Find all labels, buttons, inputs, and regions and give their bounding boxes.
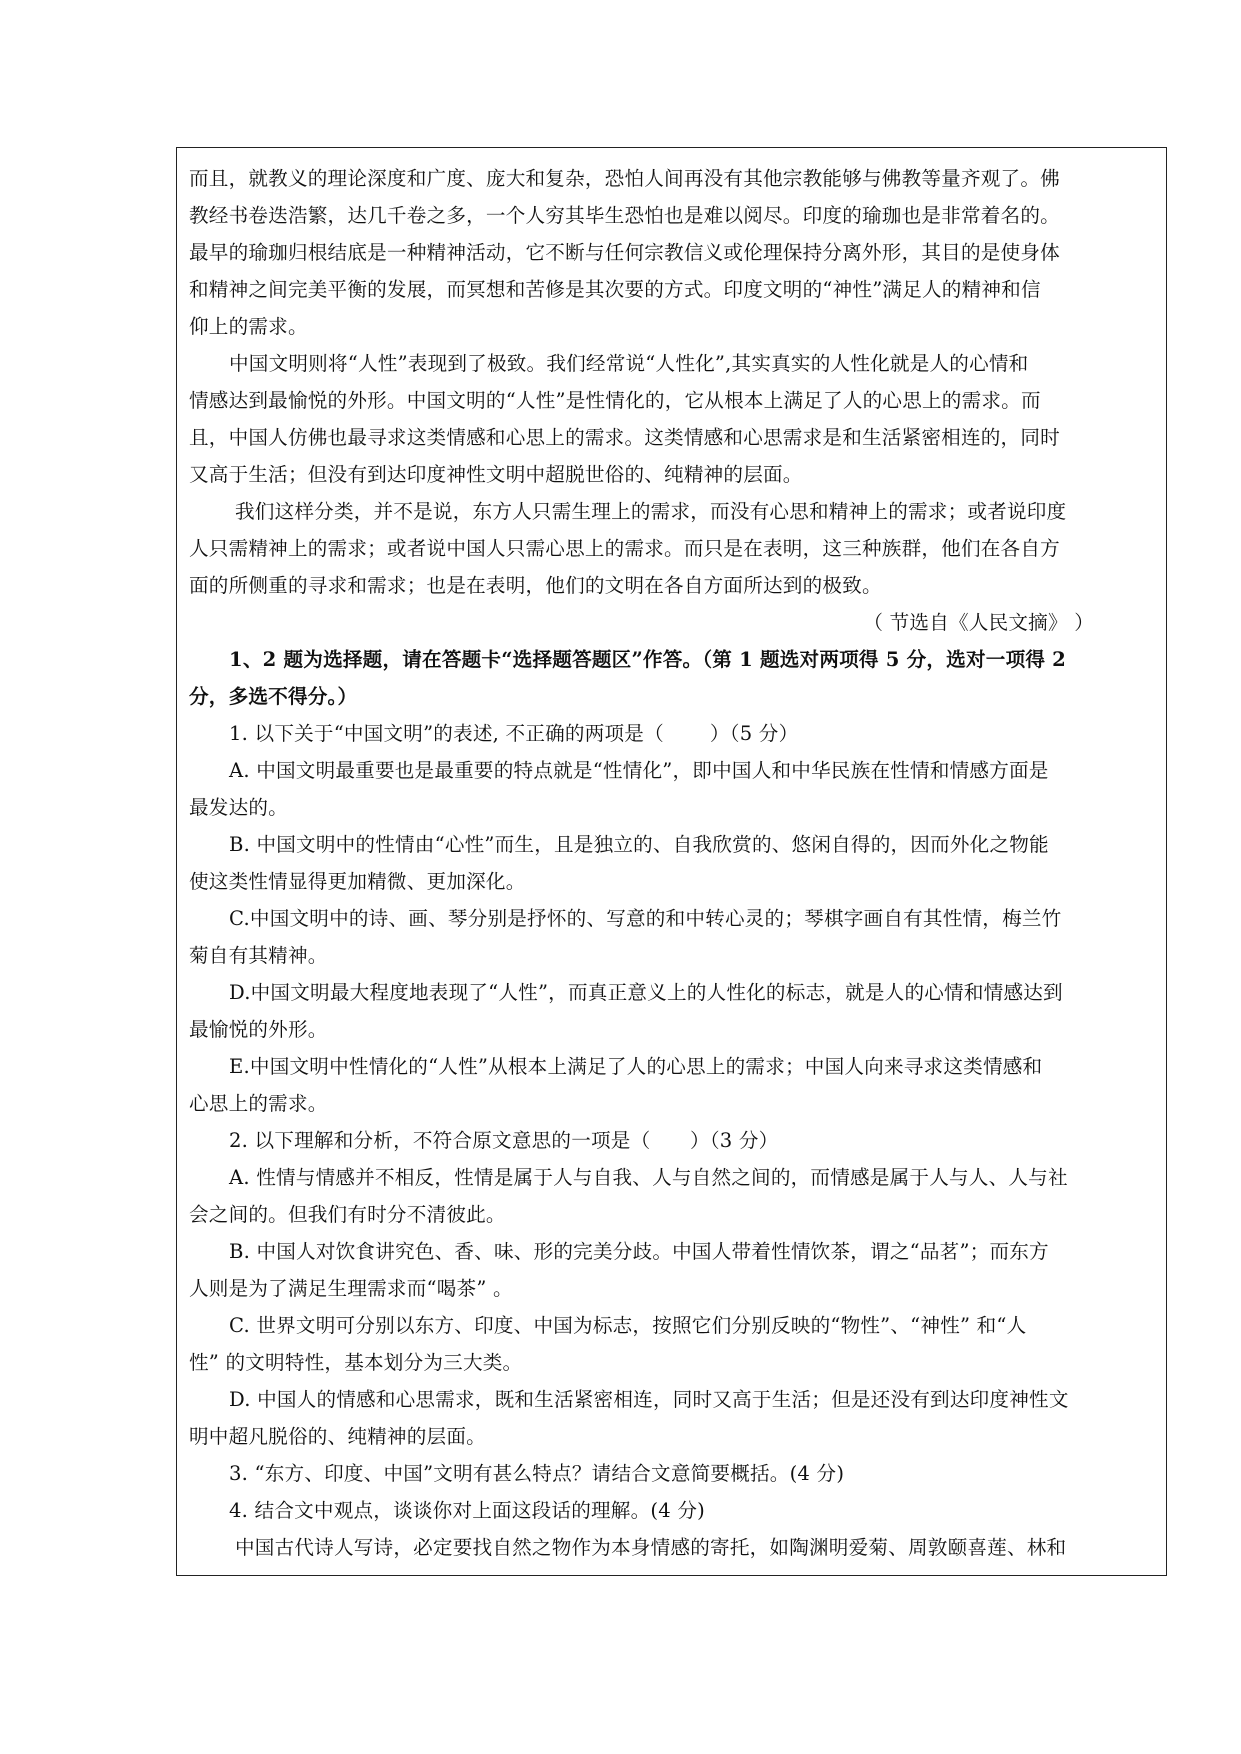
option-b	[189, 1233, 1154, 1307]
text-line: 仰上的需求。	[189, 315, 308, 338]
question-stem: 2. 以下理解和分析，不符合原文意思的一项是（ ）（3 分）	[229, 1129, 779, 1152]
option-line: 明中超凡脱俗的、纯精神的层面。	[189, 1425, 486, 1448]
instructions-line: 分，多选不得分。）	[189, 685, 358, 708]
text-line: 我们这样分类，并不是说，东方人只需生理上的需求，而没有心思和精神上的需求；或者说印度	[235, 500, 1067, 523]
instructions	[189, 641, 1154, 715]
exam-content-box	[176, 147, 1167, 1576]
question-1	[189, 715, 1154, 1122]
question-4: 4. 结合文中观点，谈谈你对上面这段话的理解。(4 分)	[229, 1499, 705, 1522]
option-e	[189, 1048, 1154, 1122]
option-a	[189, 1159, 1154, 1233]
trailing-passage-line: 中国古代诗人写诗，必定要找自然之物作为本身情感的寄托，如陶渊明爱菊、周敦颐喜莲、林和	[235, 1536, 1067, 1559]
option-line: A. 性情与情感并不相反，性情是属于人与自我、人与自然之间的，而情感是属于人与人、人与社	[229, 1166, 1068, 1189]
option-line: 人则是为了满足生理需求而“喝茶” 。	[189, 1277, 513, 1300]
question-2	[189, 1122, 1154, 1455]
text-line: 教经书卷迭浩繁，达几千卷之多，一个人穷其毕生恐怕也是难以阅尽。印度的瑜珈也是非常着名的。	[189, 204, 1060, 227]
option-line: 最愉悦的外形。	[189, 1018, 328, 1041]
text-line: 人只需精神上的需求；或者说中国人只需心思上的需求。而只是在表明，这三种族群，他们在各自方	[189, 537, 1060, 560]
option-c	[189, 1307, 1154, 1381]
option-line: B. 中国文明中的性情由“心性”而生，且是独立的、自我欣赏的、悠闲自得的，因而外化之物能	[229, 833, 1049, 856]
option-line: 菊自有其精神。	[189, 944, 328, 967]
text-line: 而且，就教义的理论深度和广度、庞大和复杂，恐怕人间再没有其他宗教能够与佛教等量齐观了。佛	[189, 167, 1060, 190]
option-b	[189, 826, 1154, 900]
option-a	[189, 752, 1154, 826]
option-line: 心思上的需求。	[189, 1092, 328, 1115]
option-line: E.中国文明中性情化的“人性”从根本上满足了人的心思上的需求；中国人向来寻求这类情感和	[229, 1055, 1043, 1078]
option-line: 性” 的文明特性，基本划分为三大类。	[189, 1351, 523, 1374]
text-line: 和精神之间完美平衡的发展，而冥想和苦修是其次要的方式。印度文明的“神性”满足人的精神和信	[189, 278, 1041, 301]
text-line: 且，中国人仿佛也最寻求这类情感和心思上的需求。这类情感和心思需求是和生活紧密相连的，同时	[189, 426, 1060, 449]
passage-paragraph-1	[189, 160, 1154, 345]
option-line: C.中国文明中的诗、画、琴分别是抒怀的、写意的和中转心灵的；琴棋字画自有其性情，梅兰竹	[229, 907, 1062, 930]
option-line: B. 中国人对饮食讲究色、香、味、形的完美分歧。中国人带着性情饮茶，谓之“品茗”；而东方	[229, 1240, 1049, 1263]
text-line: 最早的瑜珈归根结底是一种精神活动，它不断与任何宗教信义或伦理保持分离外形，其目的是使身体	[189, 241, 1060, 264]
text-line: 中国文明则将“人性”表现到了极致。我们经常说“人性化”,其实真实的人性化就是人的心情和	[229, 352, 1029, 375]
passage-paragraph-3	[189, 493, 1154, 604]
option-line: 会之间的。但我们有时分不清彼此。	[189, 1203, 506, 1226]
option-line: A. 中国文明最重要也是最重要的特点就是“性情化”，即中国人和中华民族在性情和情感方面是	[229, 759, 1049, 782]
text-line: 又高于生活；但没有到达印度神性文明中超脱世俗的、纯精神的层面。	[189, 463, 803, 486]
question-stem: 1. 以下关于“中国文明”的表述, 不正确的两项是（ ）（5 分）	[229, 722, 799, 745]
option-line: D.中国文明最大程度地表现了“人性”，而真正意义上的人性化的标志，就是人的心情和情感达到	[229, 981, 1063, 1004]
exam-content	[189, 160, 1154, 1566]
option-line: D. 中国人的情感和心思需求，既和生活紧密相连，同时又高于生活；但是还没有到达印度神性文	[229, 1388, 1069, 1411]
text-line: 情感达到最愉悦的外形。中国文明的“人性”是性情化的，它从根本上满足了人的心思上的需求。而	[189, 389, 1041, 412]
option-line: C. 世界文明可分别以东方、印度、中国为标志，按照它们分别反映的“物性”、“神性” 和“人	[229, 1314, 1027, 1337]
passage-paragraph-2	[189, 345, 1154, 493]
passage-source: （ 节选自《人民文摘》 ）	[863, 611, 1094, 634]
option-d	[189, 974, 1154, 1048]
instructions-line: 1、2 题为选择题，请在答题卡“选择题答题区”作答。（第 1 题选对两项得 5 分，选对一项得 2	[229, 648, 1067, 671]
text-line: 面的所侧重的寻求和需求；也是在表明，他们的文明在各自方面所达到的极致。	[189, 574, 882, 597]
question-3: 3. “东方、印度、中国”文明有甚么特点？请结合文意简要概括。(4 分)	[229, 1462, 845, 1485]
option-line: 使这类性情显得更加精微、更加深化。	[189, 870, 526, 893]
option-d	[189, 1381, 1154, 1455]
option-c	[189, 900, 1154, 974]
option-line: 最发达的。	[189, 796, 288, 819]
